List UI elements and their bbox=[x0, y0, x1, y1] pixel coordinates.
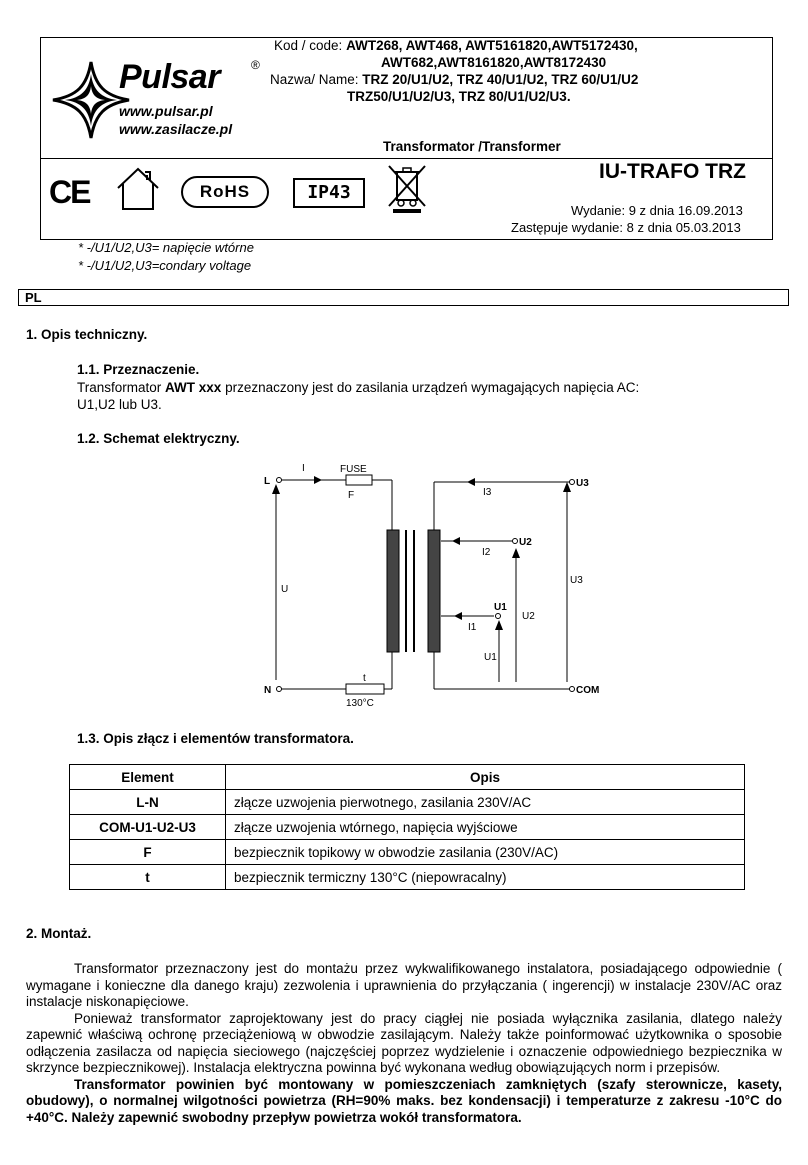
brand-mark: ® bbox=[251, 58, 260, 72]
code-label: Kod / code: bbox=[274, 38, 343, 53]
components-table bbox=[69, 764, 745, 890]
ip43-badge: IP43 bbox=[293, 178, 365, 208]
label-temp: 130°C bbox=[346, 698, 374, 709]
header-divider bbox=[41, 158, 772, 159]
row-element: t bbox=[70, 865, 226, 890]
label-COM: COM bbox=[576, 685, 600, 696]
code-values-2: AWT682,AWT8161820,AWT8172430 bbox=[381, 55, 607, 70]
note-line-2: * -/U1/U2,U3=condary voltage bbox=[78, 258, 252, 273]
label-U3-voltage: U3 bbox=[570, 575, 583, 586]
label-L: L bbox=[264, 476, 271, 487]
s11-bold: AWT xxx bbox=[165, 380, 222, 395]
section-1-2-title: 1.2. Schemat elektryczny. bbox=[77, 431, 240, 446]
label-U3-terminal: U3 bbox=[576, 478, 589, 489]
paragraph-1: Transformator przeznaczony jest do montażu przez wykwalifikowanego instalatora, posiadającego odpowiednie ( wymagane i konieczne dla danego kraju) zezwolenia i uprawnienia do przyłączania ( ingerencji) w instalacje 230V/AC oraz instalacje niskonapięciowe. bbox=[26, 961, 782, 1009]
row-opis: bezpiecznik termiczny 130°C (niepowracalny) bbox=[226, 865, 745, 890]
row-element: COM-U1-U2-U3 bbox=[70, 815, 226, 840]
row-element: L-N bbox=[70, 790, 226, 815]
code-values-1: AWT268, AWT468, AWT5161820,AWT5172430, bbox=[346, 38, 638, 53]
label-U1-voltage: U1 bbox=[484, 652, 497, 663]
paragraph-2: Ponieważ transformator zaprojektowany jest do pracy ciągłej nie posiada wyłącznika zasilania, dlatego należy zapewnić właściwą ochronę przeciążeniową w obwodzie zasilającym. Należy także poinformować użytkownika o sposobie odłączenia zasilacza od napięcia sieciowego (najczęściej poprzez wydzielenie i oznaczenie odpowiedniego bezpiecznika w skrzynce bezpiecznikowej). Instalacja elektryczna powinna być wykonana według obowiązujących norm i przepisów. bbox=[26, 1010, 782, 1075]
label-I1: I1 bbox=[468, 622, 477, 633]
s11-pre: Transformator bbox=[77, 380, 166, 395]
edition-text: Wydanie: 9 z dnia 16.09.2013 bbox=[571, 203, 743, 218]
label-fuse: FUSE bbox=[340, 464, 367, 475]
table-row bbox=[70, 840, 745, 865]
indoor-house-icon bbox=[115, 166, 161, 212]
replaces-text: Zastępuje wydanie: 8 z dnia 05.03.2013 bbox=[511, 220, 741, 235]
label-I3: I3 bbox=[483, 487, 492, 498]
label-t: t bbox=[363, 673, 366, 684]
section-1-title: 1. Opis techniczny. bbox=[26, 327, 148, 342]
row-element: F bbox=[70, 840, 226, 865]
name-line-1 bbox=[270, 72, 638, 87]
row-opis: bezpiecznik topikowy w obwodzie zasilania (230V/AC) bbox=[226, 840, 745, 865]
name-label: Nazwa/ Name: bbox=[270, 72, 359, 87]
document-header bbox=[40, 37, 773, 240]
section-1-1-text-2: U1,U2 lub U3. bbox=[77, 397, 162, 412]
label-I: I bbox=[302, 463, 305, 474]
table-row bbox=[70, 815, 745, 840]
label-U2-voltage: U2 bbox=[522, 611, 535, 622]
name-values-1: TRZ 20/U1/U2, TRZ 40/U1/U2, TRZ 60/U1/U2 bbox=[362, 72, 639, 87]
section-2-body bbox=[26, 961, 782, 1126]
language-label: PL bbox=[25, 290, 42, 305]
weee-bin-icon bbox=[385, 162, 429, 214]
rohs-badge: RoHS bbox=[181, 176, 269, 208]
row-opis: złącze uzwojenia pierwotnego, zasilania 230V/AC bbox=[226, 790, 745, 815]
doc-subtitle: Transformator /Transformer bbox=[383, 139, 561, 154]
url-zasilacze[interactable]: www.zasilacze.pl bbox=[119, 121, 233, 137]
section-1-1-text bbox=[77, 379, 639, 396]
note-line-1: * -/U1/U2,U3= napięcie wtórne bbox=[78, 240, 254, 255]
header-opis: Opis bbox=[226, 765, 745, 790]
table-row bbox=[70, 865, 745, 890]
table-row bbox=[70, 790, 745, 815]
s11-post: przeznaczony jest do zasilania urządzeń wymagających napięcia AC: bbox=[221, 380, 640, 395]
ce-mark-icon: CE bbox=[49, 174, 90, 210]
language-bar bbox=[18, 289, 789, 306]
section-1-3-title: 1.3. Opis złącz i elementów transformatora. bbox=[77, 731, 354, 746]
label-U: U bbox=[281, 584, 289, 595]
row-opis: złącze uzwojenia wtórnego, napięcia wyjściowe bbox=[226, 815, 745, 840]
code-line-2 bbox=[381, 55, 606, 70]
section-1-1-title: 1.1. Przeznaczenie. bbox=[77, 362, 200, 377]
label-N: N bbox=[264, 685, 272, 696]
paragraph-3: Transformator powinien być montowany w pomieszczeniach zamkniętych (szafy sterownicze, kasety, obudowy), o normalnej wilgotności powietrza (RH=90% maks. bez kondensacji) i temperaturze z zakresu -10°C do +40°C. Należy zapewnić swobodny przepływ powietrza wokół transformatora. bbox=[26, 1076, 782, 1125]
label-I2: I2 bbox=[482, 547, 491, 558]
label-U2-terminal: U2 bbox=[519, 537, 532, 548]
section-2-title: 2. Montaż. bbox=[26, 926, 92, 941]
url-pulsar[interactable]: www.pulsar.pl bbox=[119, 103, 213, 119]
electrical-schematic bbox=[250, 455, 610, 715]
label-F: F bbox=[348, 490, 355, 501]
name-values-2: TRZ50/U1/U2/U3, TRZ 80/U1/U2/U3. bbox=[347, 89, 571, 104]
brand-name: Pulsar bbox=[119, 58, 220, 96]
table-header-row bbox=[70, 765, 745, 790]
label-U1-terminal: U1 bbox=[494, 602, 507, 613]
code-line-1 bbox=[274, 38, 638, 53]
doc-title: IU-TRAFO TRZ bbox=[599, 160, 746, 183]
name-line-2 bbox=[347, 89, 571, 104]
header-element: Element bbox=[70, 765, 226, 790]
